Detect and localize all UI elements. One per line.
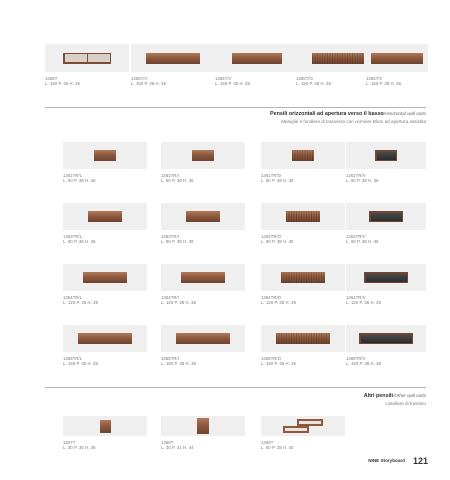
- product-image: [63, 416, 147, 436]
- wall-unit-shape: [286, 211, 320, 222]
- product-image: [63, 203, 147, 230]
- product-image: [261, 264, 345, 291]
- product-code: 1365TR/V: [346, 356, 366, 361]
- product-code: 1363TR/L: [63, 234, 83, 239]
- wall-unit-shape: [276, 333, 330, 344]
- wall-unit-shape: [359, 333, 413, 344]
- product-code: 1361TR/V: [346, 173, 366, 178]
- wall-unit-shape: [83, 272, 127, 283]
- product-code: 1363TR/O: [261, 234, 282, 239]
- product-image: [261, 416, 345, 436]
- section-title-main: Altri pensili: [363, 393, 394, 399]
- product-card[interactable]: [261, 142, 345, 183]
- product-code: 1365T/V: [366, 76, 383, 81]
- product-image: [63, 325, 147, 352]
- section-title-italic: /Horizontal wall units: [383, 111, 426, 116]
- section-title: [364, 393, 426, 400]
- section-subtitle: Listellare di frassino: [385, 401, 426, 406]
- product-card[interactable]: [261, 264, 345, 305]
- product-code: 1364TR/V: [346, 295, 366, 300]
- product-card[interactable]: [63, 203, 147, 244]
- product-card[interactable]: [366, 44, 428, 86]
- product-dimensions: L. 120 P. 38 H. 36: [63, 300, 99, 305]
- product-card[interactable]: [261, 416, 345, 450]
- product-code: 1364TR/L: [63, 295, 83, 300]
- wall-unit-shape: [94, 150, 116, 161]
- product-dimensions: L. 60 P. 38 H. 40: [261, 445, 294, 450]
- product-card[interactable]: [161, 203, 245, 244]
- product-card[interactable]: [161, 142, 245, 183]
- wall-unit-shape: [312, 53, 364, 64]
- product-code: 1369T: [261, 440, 274, 445]
- product-dimensions: L. 120 P. 38 H. 36: [161, 300, 197, 305]
- wall-unit-shape: [100, 420, 111, 433]
- product-dimensions: L. 30 P. 36 H. 36: [63, 445, 96, 450]
- product-card[interactable]: [63, 325, 147, 366]
- section-title-main: Pensili orizzontali ad apertura verso il basso: [270, 111, 384, 117]
- product-card[interactable]: [161, 325, 245, 366]
- product-image: [346, 325, 426, 352]
- stepped-shelf-unit-shape: [281, 417, 325, 435]
- wall-unit-shape: [375, 150, 397, 161]
- product-code: 1365T/A: [131, 76, 148, 81]
- product-image: [346, 203, 426, 230]
- wall-unit-shape: [146, 53, 200, 64]
- section-divider: [45, 107, 426, 108]
- product-image: [261, 325, 345, 352]
- product-code: 1361TR/L: [63, 173, 83, 178]
- product-code: 1361TR/I: [161, 173, 180, 178]
- product-dimensions: L. 150 P. 38 H. 36: [296, 81, 332, 86]
- page-number: 121: [412, 456, 428, 466]
- product-dimensions: L. 120 P. 38 H. 36: [346, 300, 382, 305]
- product-dimensions: L. 60 P. 38 H. 36: [261, 178, 294, 183]
- product-dimensions: L. 150 P. 38 H. 36: [215, 81, 251, 86]
- wall-unit-shape: [88, 211, 122, 222]
- product-dimensions: L. 90 P. 38 H. 36: [261, 239, 294, 244]
- product-image: [161, 416, 245, 436]
- wall-unit-shape: [181, 272, 225, 283]
- product-card[interactable]: [261, 325, 345, 366]
- product-dimensions: L. 30 P. 31 H. 44: [161, 445, 194, 450]
- product-card[interactable]: [63, 142, 147, 183]
- wall-unit-shape: [197, 418, 209, 434]
- product-image: [346, 142, 426, 169]
- product-code: 1365T/O: [296, 76, 313, 81]
- wall-unit-shape: [369, 211, 403, 222]
- product-image: [261, 142, 345, 169]
- product-code: 1368T: [161, 440, 174, 445]
- product-code: 1365TR/O: [261, 356, 282, 361]
- product-card[interactable]: [45, 44, 129, 86]
- product-dimensions: L. 120 P. 38 H. 36: [261, 300, 297, 305]
- product-dimensions: L. 60 P. 38 H. 36: [63, 178, 96, 183]
- product-dimensions: L. 150 P. 38 H. 36: [366, 81, 402, 86]
- product-image: [63, 142, 147, 169]
- product-card[interactable]: [161, 264, 245, 305]
- product-image: [131, 44, 215, 72]
- product-image: [161, 142, 245, 169]
- product-code: 1367T: [63, 440, 76, 445]
- wall-unit-shape: [78, 333, 132, 344]
- section-divider: [45, 387, 426, 388]
- product-code: 1364TR/O: [261, 295, 282, 300]
- product-code: 1365T/V: [215, 76, 232, 81]
- footer-brand: NINE Storyboard: [368, 458, 405, 463]
- product-dimensions: L. 60 P. 38 H. 36: [346, 178, 379, 183]
- product-image: [161, 203, 245, 230]
- wall-unit-shape: [192, 150, 214, 161]
- product-code: 1364TR/I: [161, 295, 180, 300]
- product-image: [215, 44, 299, 72]
- product-card[interactable]: [346, 325, 426, 366]
- product-image: [346, 264, 426, 291]
- product-dimensions: L. 150 P. 38 H. 36: [161, 361, 197, 366]
- product-image: [161, 264, 245, 291]
- product-dimensions: L. 90 P. 38 H. 36: [161, 239, 194, 244]
- product-card[interactable]: [63, 264, 147, 305]
- product-card[interactable]: [261, 203, 345, 244]
- product-image: [45, 44, 129, 72]
- product-code: 1363TR/I: [161, 234, 180, 239]
- product-card[interactable]: [346, 203, 426, 244]
- product-card[interactable]: [131, 44, 215, 86]
- product-dimensions: L. 90 P. 38 H. 36: [63, 239, 96, 244]
- product-card[interactable]: [215, 44, 299, 86]
- wall-unit-shape: [232, 53, 282, 64]
- section-subtitle: Maniglie e fondiere di trasverso con cerniere Blum ad apertura assistita: [281, 119, 426, 124]
- product-card[interactable]: [346, 142, 426, 183]
- wall-unit-shape: [186, 211, 220, 222]
- wall-unit-shape: [292, 150, 314, 161]
- product-image: [366, 44, 428, 72]
- section-title-italic: /Other wall units: [393, 393, 426, 398]
- product-image: [63, 264, 147, 291]
- product-card[interactable]: [346, 264, 426, 305]
- product-image: [161, 325, 245, 352]
- wall-unit-shape: [63, 53, 111, 64]
- product-card[interactable]: [63, 416, 147, 450]
- wall-unit-shape: [371, 53, 423, 64]
- product-dimensions: L. 90 P. 38 H. 36: [346, 239, 379, 244]
- product-code: 1363TR/V: [346, 234, 366, 239]
- product-dimensions: L. 60 P. 38 H. 36: [161, 178, 194, 183]
- section-title: [270, 111, 426, 118]
- product-dimensions: L. 150 P. 38 H. 36: [346, 361, 382, 366]
- wall-unit-shape: [176, 333, 230, 344]
- wall-unit-shape: [281, 272, 325, 283]
- product-dimensions: L. 150 P. 38 H. 36: [131, 81, 167, 86]
- product-dimensions: L. 150 P. 38 H. 36: [63, 361, 99, 366]
- product-code: 1361TR/O: [261, 173, 282, 178]
- product-code: 1365TR/I: [161, 356, 180, 361]
- product-dimensions: L. 150 P. 38 H. 36: [261, 361, 297, 366]
- product-code: 1365TR/L: [63, 356, 83, 361]
- product-image: [261, 203, 345, 230]
- product-card[interactable]: [161, 416, 245, 450]
- wall-unit-shape: [364, 272, 408, 283]
- product-code: 1365T: [45, 76, 58, 81]
- product-dimensions: L. 150 P. 36 H. 36: [45, 81, 81, 86]
